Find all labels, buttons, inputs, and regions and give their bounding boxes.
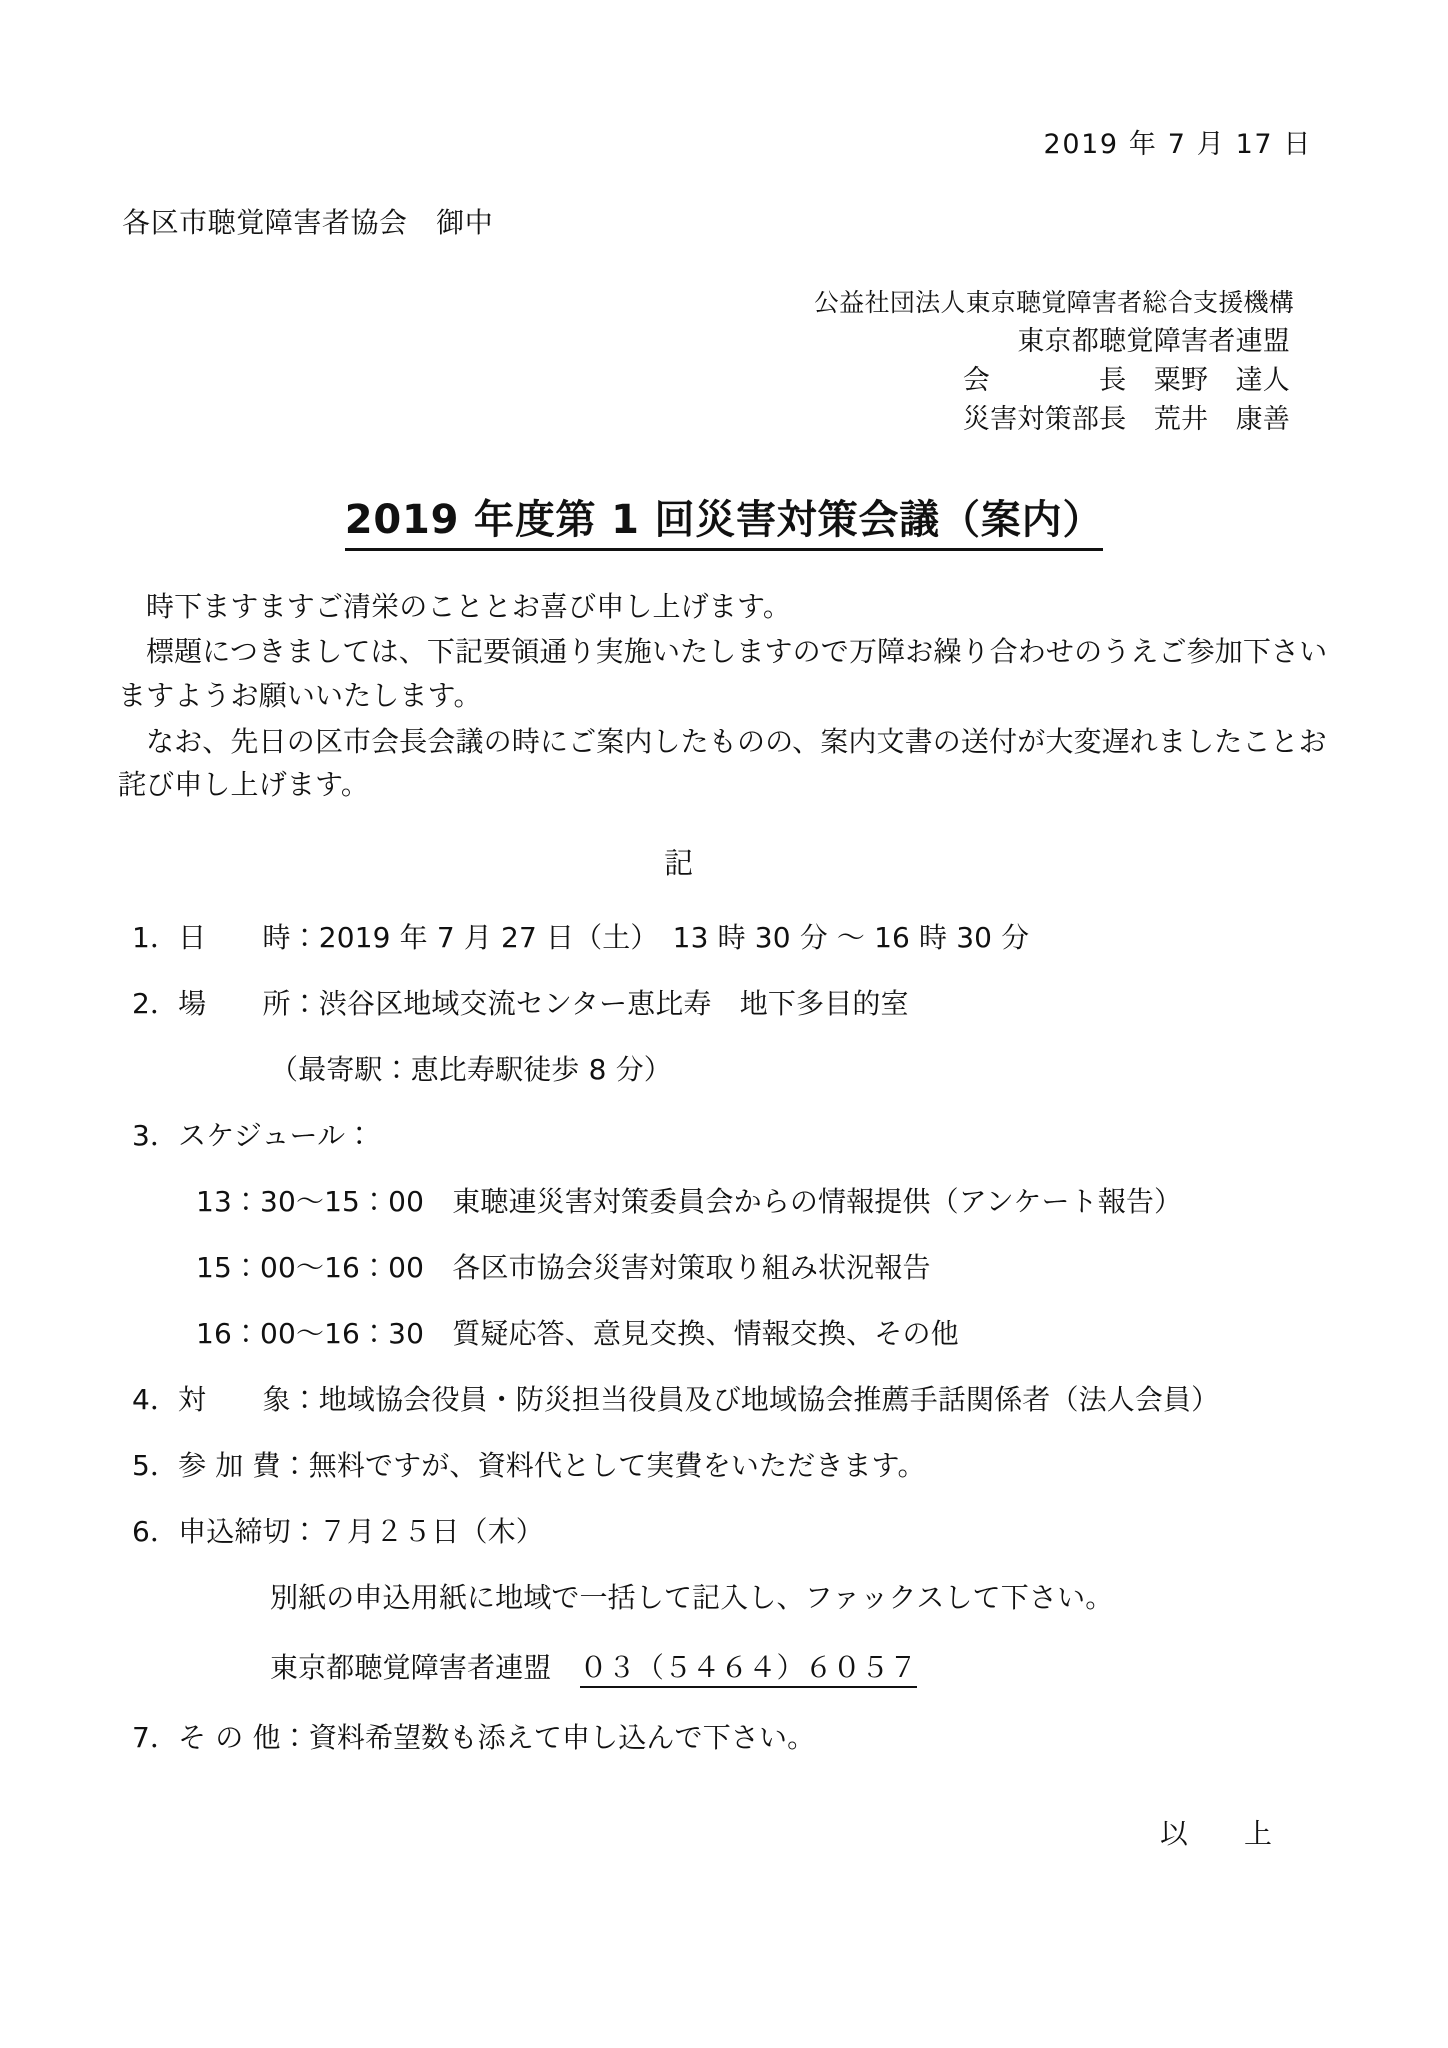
list-item-schedule: 3．スケジュール： (132, 1119, 374, 1153)
closing-marker: 以 上 (1159, 1817, 1272, 1851)
paragraph-greeting: 時下ますますご清栄のこととお喜び申し上げます。 (146, 589, 791, 623)
fax-number: ０３（５４６４）６０５７ (580, 1651, 918, 1688)
schedule-row-1: 13：30～15：00 東聴連災害対策委員会からの情報提供（アンケート報告） (196, 1185, 1183, 1219)
paragraph-announcement: 標題につきましては、下記要領通り実施いたしますので万障お繰り合わせのうえご参加下さいますようお願いいたします。 (118, 635, 1328, 713)
list-item-participation-fee: 5．参 加 費：無料ですが、資料代として実費をいただきます。 (132, 1449, 926, 1483)
sender-chairman: 会 長 粟野 達人 (962, 364, 1290, 396)
document-title (118, 488, 1330, 545)
venue-nearest-station-note: （最寄駅：恵比寿駅徒歩 8 分） (270, 1053, 672, 1087)
document-title-text: 2019 年度第 1 回災害対策会議（案内） (345, 497, 1104, 551)
schedule-row-2: 15：00～16：00 各区市協会災害対策取り組み状況報告 (196, 1251, 931, 1285)
list-item-target-audience: 4．対 象：地域協会役員・防災担当役員及び地域協会推薦手話関係者（法人会員） (132, 1383, 1220, 1417)
document-content (118, 0, 1330, 1852)
list-item-application-deadline: 6．申込締切：７月２５日（木） (132, 1515, 544, 1549)
application-instruction-note: 別紙の申込用紙に地域で一括して記入し、ファックスして下さい。 (270, 1581, 1114, 1615)
list-item-other-notes: 7．そ の 他：資料希望数も添えて申し込んで下さい。 (132, 1721, 816, 1755)
list-item-venue: 2．場 所：渋谷区地域交流センター恵比寿 地下多目的室 (132, 987, 909, 1021)
paragraph-apology: なお、先日の区市会長会議の時にご案内したものの、案内文書の送付が大変遅れましたことお詫び申し上げます。 (118, 724, 1327, 802)
ki-marker: 記 (664, 846, 694, 881)
body-paragraphs (118, 585, 1330, 807)
sender-organization-primary: 公益社団法人東京聴覚障害者総合支援機構 (814, 288, 1294, 317)
fax-contact-line (118, 1646, 1330, 1686)
addressee-line: 各区市聴覚障害者協会 御中 (122, 206, 494, 239)
schedule-row-3: 16：00～16：30 質疑応答、意見交換、情報交換、その他 (196, 1317, 959, 1351)
sender-organization-secondary: 東京都聴覚障害者連盟 (1017, 325, 1290, 357)
fax-organization-label: 東京都聴覚障害者連盟 (270, 1651, 580, 1685)
details-list (118, 916, 1330, 1756)
sender-block (118, 285, 1330, 440)
document-date: 2019 年 7 月 17 日 (1043, 129, 1312, 160)
sender-disaster-director: 災害対策部長 荒井 康善 (962, 404, 1290, 436)
list-item-datetime: 1．日 時：2019 年 7 月 27 日（土） 13 時 30 分 ～ 16 時 30 分 (132, 921, 1030, 955)
